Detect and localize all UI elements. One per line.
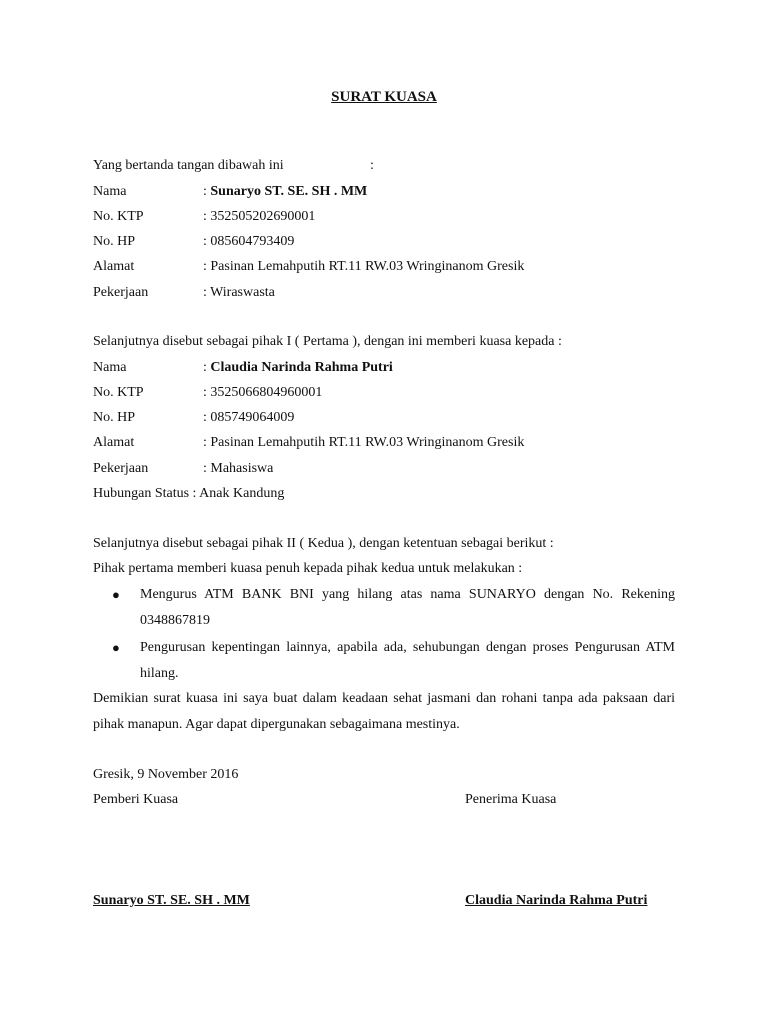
p1-ktp-value: 352505202690001	[210, 209, 316, 224]
intro-colon: :	[370, 158, 374, 173]
place-date: Gresik, 9 November 2016	[93, 767, 239, 782]
p1-name-value: Sunaryo ST. SE. SH . MM	[210, 184, 368, 199]
p1-address-value: Pasinan Lemahputih RT.11 RW.03 Wringinanom Gresik	[210, 259, 525, 274]
document-title: SURAT KUASA	[331, 89, 437, 105]
p1-hp-label: No. HP	[93, 234, 136, 249]
intro-text: Yang bertanda tangan dibawah ini	[93, 158, 284, 173]
p2-hp-value: 085749064009	[210, 410, 295, 425]
p2-job-value: Mahasiswa	[210, 461, 274, 476]
p1-ktp-label: No. KTP	[93, 209, 144, 224]
p1-address-label: Alamat	[93, 259, 135, 274]
giver-label: Pemberi Kuasa	[93, 792, 179, 807]
closing-paragraph: Demikian surat kuasa ini saya buat dalam keadaan sehat jasmani dan rohani tanpa ada paksaan dari pihak manapun. Agar dapat dipergunakan sebagaimana mestinya.	[93, 691, 675, 732]
p2-ktp-label: No. KTP	[93, 385, 144, 400]
p2-address-value: Pasinan Lemahputih RT.11 RW.03 Wringinanom Gresik	[210, 435, 525, 450]
p2-job-row: : Mahasiswa	[203, 461, 274, 476]
p1-address-row: : Pasinan Lemahputih RT.11 RW.03 Wringinanom Gresik	[203, 259, 525, 274]
p1-ktp-row: : 352505202690001	[203, 209, 316, 224]
p2-address-label: Alamat	[93, 435, 135, 450]
receiver-signature-name: Claudia Narinda Rahma Putri	[465, 893, 648, 908]
p2-address-row: : Pasinan Lemahputih RT.11 RW.03 Wringinanom Gresik	[203, 435, 525, 450]
giver-signature-name: Sunaryo ST. SE. SH . MM	[93, 893, 250, 908]
p2-hp-row: : 085749064009	[203, 410, 295, 425]
p2-hp-label: No. HP	[93, 410, 136, 425]
p1-job-value: Wiraswasta	[210, 285, 275, 300]
p2-name-row: : Claudia Narinda Rahma Putri	[203, 360, 393, 375]
bullet-item-2: Pengurusan kepentingan lainnya, apabila ada, sehubungan dengan proses Pengurusan ATM hilang.	[140, 640, 675, 681]
p1-name-row: : Sunaryo ST. SE. SH . MM	[203, 184, 368, 199]
p2-relation: Hubungan Status : Anak Kandung	[93, 486, 285, 501]
transition-party2: Selanjutnya disebut sebagai pihak II ( Kedua ), dengan ketentuan sebagai berikut :	[93, 536, 554, 551]
p1-name-label: Nama	[93, 184, 127, 199]
bullet-item-1: Mengurus ATM BANK BNI yang hilang atas nama SUNARYO dengan No. Rekening 0348867819	[140, 587, 675, 628]
p2-ktp-value: 3525066804960001	[210, 385, 323, 400]
p1-hp-value: 085604793409	[210, 234, 295, 249]
p1-job-label: Pekerjaan	[93, 285, 149, 300]
p1-hp-row: : 085604793409	[203, 234, 295, 249]
receiver-label: Penerima Kuasa	[465, 792, 557, 807]
p2-job-label: Pekerjaan	[93, 461, 149, 476]
transition-authority: Pihak pertama memberi kuasa penuh kepada pihak kedua untuk melakukan :	[93, 561, 523, 576]
bullet-dot: ●	[112, 587, 120, 602]
transition-party1: Selanjutnya disebut sebagai pihak I ( Pertama ), dengan ini memberi kuasa kepada :	[93, 334, 562, 349]
p2-name-label: Nama	[93, 360, 127, 375]
p1-job-row: : Wiraswasta	[203, 285, 275, 300]
p2-ktp-row: : 3525066804960001	[203, 385, 323, 400]
bullet-dot: ●	[112, 640, 120, 655]
p2-name-value: Claudia Narinda Rahma Putri	[210, 360, 393, 375]
